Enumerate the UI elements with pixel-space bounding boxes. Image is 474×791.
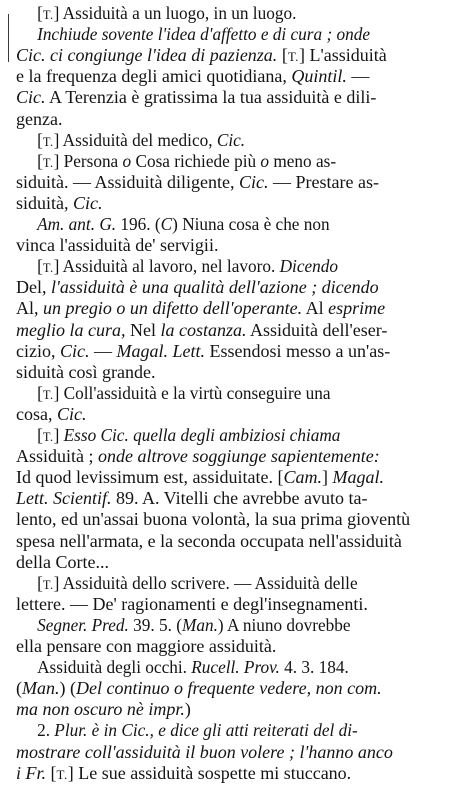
- italic-segment: Cam.: [283, 467, 322, 488]
- text-segment: e la frequenza degli amici quotidiana,: [16, 66, 292, 87]
- text-line: [16, 2, 470, 24]
- italic-segment: Cic.: [56, 403, 87, 424]
- italic-segment: Plur. è in Cic., e dice gli atti reiterati del di-: [54, 720, 358, 741]
- text-line: [16, 656, 470, 678]
- text-line: [16, 340, 468, 362]
- text-segment: A Terenzia è gratissima la tua assiduità e dili-: [45, 87, 377, 108]
- text-segment: ) Niuna cosa è che non: [172, 214, 330, 234]
- italic-segment: Cic.: [16, 45, 50, 66]
- text-segment: (: [16, 678, 22, 699]
- text-line: [16, 614, 470, 636]
- italic-segment: Magal. Lett.: [116, 340, 205, 361]
- text-segment: Assiduità ;: [16, 446, 99, 467]
- text-segment: ] Assiduità del medico,: [53, 129, 217, 150]
- text-segment: ] Persona: [53, 150, 123, 171]
- text-segment: [: [277, 45, 288, 66]
- text-line: [16, 551, 468, 573]
- text-segment: Assiduità dell'eser-: [246, 319, 388, 340]
- text-line: [16, 44, 468, 66]
- italic-segment: mostrare coll'assiduità il buon volere ; l'hanno anco: [16, 741, 393, 762]
- text-line: [16, 635, 468, 657]
- text-line: [16, 65, 468, 87]
- tag-segment: T.: [42, 7, 54, 22]
- text-line: [16, 108, 468, 130]
- italic-segment: Rucell. Prov.: [191, 657, 280, 678]
- text-segment: Del,: [16, 277, 51, 298]
- text-segment: lento, ed un'assai buona volontà, la sua prima gioventù: [16, 509, 411, 530]
- text-line: [16, 361, 468, 383]
- text-line: [16, 508, 468, 530]
- text-segment: cizio,: [16, 340, 60, 361]
- text-line: [16, 719, 470, 741]
- text-segment: siduità così grande.: [16, 361, 156, 382]
- text-segment: della Corte...: [16, 551, 109, 572]
- italic-segment: onde altrove soggiunge sapientemente:: [98, 446, 380, 467]
- text-segment: Cosa richiede più: [131, 150, 261, 171]
- tag-segment: T.: [42, 386, 54, 402]
- text-line: [16, 276, 468, 298]
- text-line: [16, 171, 468, 193]
- text-segment: ] Assiduità a un luogo, in un luogo.: [53, 3, 297, 23]
- italic-segment: ma non oscuro nè impr.: [16, 699, 185, 720]
- text-line: [16, 530, 468, 552]
- text-segment: 39. 5. (: [128, 614, 182, 635]
- tag-segment: T.: [56, 766, 68, 782]
- text-line: [16, 593, 468, 615]
- italic-segment: Magal.: [332, 467, 384, 488]
- text-segment: [: [37, 256, 43, 277]
- margin-rule: [8, 14, 9, 62]
- tag-segment: T.: [42, 154, 54, 170]
- text-segment: Al,: [16, 298, 43, 319]
- text-line: [16, 698, 468, 720]
- text-line: [16, 403, 468, 425]
- text-line: [16, 572, 470, 594]
- text-line: [16, 741, 468, 763]
- italic-segment: Cic.: [216, 129, 246, 150]
- text-segment: ella pensare con maggiore assiduità.: [16, 636, 277, 656]
- italic-segment: l'assiduità è una qualità dell'azione ; dicendo: [51, 277, 379, 298]
- text-segment: —: [346, 66, 370, 87]
- text-segment: 4. 3. 184.: [279, 657, 349, 678]
- text-segment: Essendosi messo a un'as-: [204, 340, 391, 361]
- text-segment: ] Assiduità al lavoro, nel lavoro.: [53, 256, 280, 277]
- text-line: [16, 487, 468, 509]
- text-segment: ] Assiduità dello scrivere. — Assiduità delle: [53, 572, 358, 593]
- text-segment: [: [37, 425, 43, 445]
- text-line: [16, 466, 468, 488]
- text-line: [16, 382, 470, 404]
- text-segment: [: [37, 3, 43, 23]
- text-segment: genza.: [16, 108, 63, 129]
- text-segment: ] Le sue assiduità sospette mi stuccano.: [67, 762, 352, 783]
- tag-segment: T.: [42, 133, 54, 149]
- text-line: [16, 319, 468, 341]
- italic-segment: Dicendo: [279, 256, 338, 277]
- text-line: [16, 424, 470, 446]
- text-line: [16, 255, 470, 277]
- text-line: [16, 23, 470, 45]
- text-segment: cosa,: [16, 403, 57, 424]
- italic-segment: i Fr.: [16, 762, 47, 783]
- italic-segment: Del continuo o frequente vedere, non com.: [76, 678, 382, 699]
- italic-segment: Cic.: [16, 87, 46, 108]
- text-line: [16, 192, 468, 214]
- text-segment: [: [37, 572, 43, 593]
- text-segment: ): [184, 699, 191, 720]
- italic-segment: ci congiunge l'idea di pazienza.: [50, 45, 278, 66]
- italic-segment: esprime: [328, 298, 386, 319]
- text-line: [16, 234, 468, 256]
- text-segment: ]: [321, 467, 333, 488]
- italic-segment: Lett. Scientif.: [16, 488, 112, 509]
- text-segment: 2.: [37, 720, 55, 741]
- text-segment: siduità. — Assiduità diligente,: [16, 171, 239, 192]
- italic-segment: Am. ant. G.: [37, 214, 117, 234]
- italic-segment: Inchiude sovente l'idea d'affetto e di cura ; onde: [37, 24, 371, 45]
- text-line: [16, 129, 470, 151]
- text-segment: ] Coll'assiduità e la virtù conseguire una: [53, 382, 331, 403]
- text-segment: [: [37, 382, 43, 403]
- italic-segment: Man.: [181, 614, 218, 635]
- tag-segment: T.: [42, 260, 54, 276]
- italic-segment: Quintil.: [291, 66, 347, 87]
- text-segment: [: [37, 129, 43, 150]
- text-segment: Id quod levissimum est, assiduitate. [: [16, 467, 284, 488]
- text-line: [16, 150, 470, 172]
- italic-segment: meglio la cura,: [16, 319, 126, 340]
- text-segment: Al: [302, 298, 329, 319]
- text-line: [16, 86, 468, 108]
- text-line: [16, 213, 470, 235]
- italic-segment: Cic.: [73, 192, 103, 213]
- text-segment: lettere. — De' ragionamenti e degl'insegnamenti.: [16, 593, 368, 614]
- italic-segment: Esso Cic. quella degli ambiziosi chiama: [63, 425, 341, 445]
- italic-segment: Cic.: [239, 171, 269, 192]
- text-segment: siduità,: [16, 192, 73, 213]
- text-segment: 89. A. Vitelli che avrebbe avuto ta-: [111, 488, 368, 509]
- italic-segment: Cic.: [59, 340, 90, 361]
- text-segment: ] L'assiduità: [299, 45, 387, 66]
- italic-segment: o: [260, 150, 270, 171]
- italic-segment: o: [122, 150, 132, 171]
- italic-segment: Man.: [22, 678, 60, 699]
- text-segment: 196. (: [116, 214, 161, 234]
- text-segment: Assiduità degli occhi.: [37, 657, 192, 678]
- text-line: [16, 297, 468, 319]
- tag-segment: T.: [42, 429, 54, 444]
- italic-segment: la costanza.: [160, 319, 247, 340]
- text-segment: — Prestare as-: [268, 171, 379, 192]
- text-segment: —: [89, 340, 117, 361]
- tag-segment: T.: [287, 49, 300, 65]
- italic-segment: C: [160, 214, 173, 234]
- text-segment: ) A niuno dovrebbe: [217, 614, 351, 635]
- text-line: [16, 762, 468, 784]
- text-segment: vinca l'assiduità de' servigii.: [16, 235, 219, 256]
- italic-segment: Segner. Pred.: [37, 614, 129, 635]
- text-line: [16, 445, 468, 467]
- text-segment: ) (: [59, 678, 76, 699]
- text-segment: spesa nell'armata, e la seconda occupata nell'assiduità: [16, 530, 402, 551]
- text-segment: Nel: [125, 319, 161, 340]
- text-segment: [: [46, 762, 57, 783]
- italic-segment: un pregio o un difetto dell'operante.: [43, 298, 303, 319]
- text-segment: meno as-: [269, 150, 337, 171]
- tag-segment: T.: [42, 576, 54, 592]
- text-line: [16, 677, 468, 699]
- text-segment: ]: [53, 425, 64, 445]
- text-segment: [: [37, 150, 43, 171]
